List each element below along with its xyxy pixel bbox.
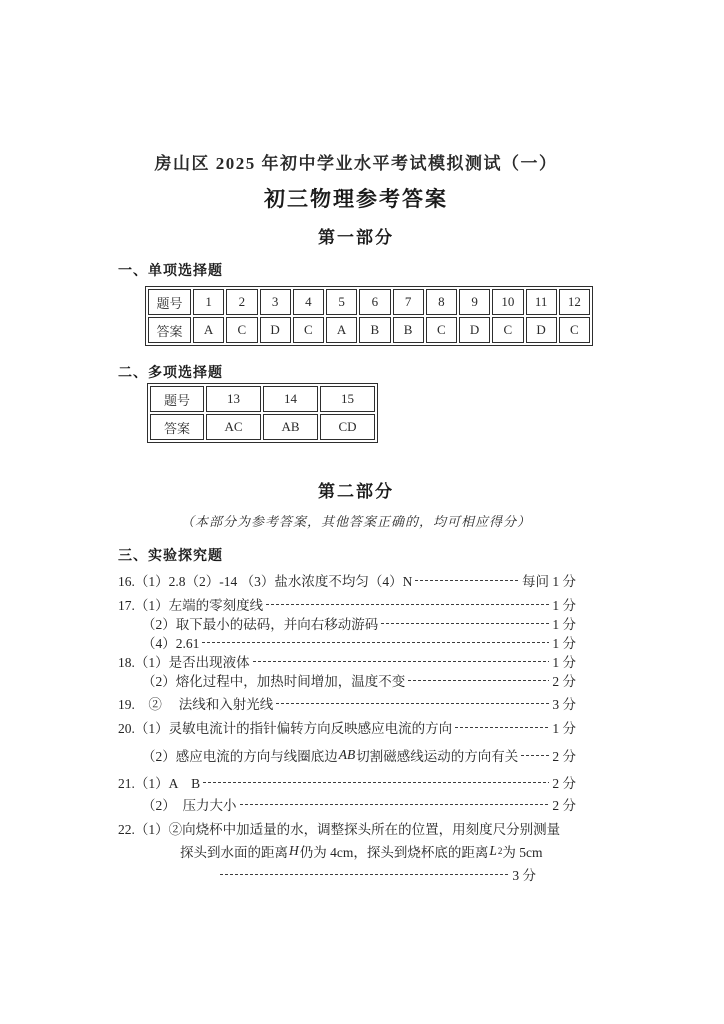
- row-header-cell: 答案: [148, 317, 191, 343]
- table-cell: 8: [426, 289, 457, 315]
- answer-text: 探头到水面的距离: [180, 844, 288, 860]
- row-header-cell: 题号: [150, 386, 204, 412]
- table-cell: 5: [326, 289, 357, 315]
- dotted-leader: [521, 755, 549, 756]
- table-cell: A: [193, 317, 224, 343]
- answer-text: 21.（1）A B: [118, 775, 201, 791]
- score-label: 1 分: [552, 635, 576, 651]
- dotted-leader: [266, 604, 549, 605]
- dotted-leader: [220, 874, 509, 875]
- table-row: [150, 414, 375, 440]
- answer-text: L: [489, 842, 497, 858]
- score-label: 3 分: [512, 867, 536, 883]
- answer-text: （2）熔化过程中，加热时间增加，温度不变: [142, 673, 406, 689]
- score-label: 每问 1 分: [522, 573, 576, 589]
- answer-text: 2: [497, 845, 503, 856]
- table-cell: D: [459, 317, 490, 343]
- table-cell: C: [426, 317, 457, 343]
- score-label: 2 分: [552, 775, 576, 791]
- table-row: [148, 289, 590, 315]
- answer-line: [118, 594, 576, 613]
- score-label: 2 分: [552, 748, 576, 764]
- answer-line: [118, 745, 576, 764]
- dotted-leader: [253, 661, 550, 662]
- answer-line: [118, 632, 576, 651]
- table-cell: B: [393, 317, 424, 343]
- single-choice-table: [145, 286, 593, 346]
- answer-text: 为 5cm: [502, 844, 543, 860]
- table-row: [150, 386, 375, 412]
- table-cell: 4: [293, 289, 324, 315]
- answer-line: [118, 651, 576, 670]
- answer-text: 20.（1）灵敏电流计的指针偏转方向反映感应电流的方向: [118, 720, 453, 736]
- table-cell: C: [559, 317, 590, 343]
- table-cell: 7: [393, 289, 424, 315]
- table-cell: C: [293, 317, 324, 343]
- answer-line: [118, 818, 576, 837]
- answer-text: 仍为 4cm，探头到烧杯底的距离: [299, 844, 489, 860]
- table-cell: 14: [263, 386, 318, 412]
- answer-text: （2） 压力大小: [142, 797, 237, 813]
- table-cell: 12: [559, 289, 590, 315]
- dotted-leader: [455, 727, 549, 728]
- dotted-leader: [276, 703, 549, 704]
- answer-text: 18.（1）是否出现液体: [118, 654, 250, 670]
- dotted-leader: [202, 642, 549, 643]
- multi-choice-heading: 二、多项选择题: [118, 364, 223, 380]
- experiment-heading: 三、实验探究题: [118, 547, 223, 563]
- answer-line: [118, 717, 576, 736]
- score-label: 2 分: [552, 797, 576, 813]
- table-cell: 3: [260, 289, 291, 315]
- answer-text: AB: [338, 746, 356, 762]
- answer-text: 22.（1）②向烧杯中加适量的水，调整探头所在的位置，用刻度尺分别测量: [118, 821, 561, 837]
- table-cell: C: [226, 317, 257, 343]
- answer-line: [118, 772, 576, 791]
- table-cell: A: [326, 317, 357, 343]
- table-row: [148, 317, 590, 343]
- dotted-leader: [381, 623, 549, 624]
- document-subtitle: 初三物理参考答案: [264, 188, 448, 211]
- answer-line: [118, 841, 576, 860]
- answer-text: 19. ② 法线和入射光线: [118, 696, 274, 712]
- table-cell: AC: [206, 414, 261, 440]
- table-cell: 13: [206, 386, 261, 412]
- answer-line: [118, 794, 576, 813]
- part1-heading: 第一部分: [318, 228, 394, 247]
- answer-text: （4）2.61: [142, 635, 200, 651]
- score-label: 1 分: [552, 720, 576, 736]
- answer-text: H: [289, 842, 299, 858]
- answer-text: 17.（1）左端的零刻度线: [118, 597, 264, 613]
- answer-text: （2）取下最小的砝码，并向右移动游码: [142, 616, 379, 632]
- answer-text: 16.（1）2.8（2）-14 （3）盐水浓度不均匀（4）N: [118, 573, 413, 589]
- score-label: 1 分: [552, 597, 576, 613]
- table-cell: 9: [459, 289, 490, 315]
- table-cell: 11: [526, 289, 557, 315]
- part2-note: （本部分为参考答案，其他答案正确的，均可相应得分）: [180, 514, 531, 529]
- score-label: 3 分: [552, 696, 576, 712]
- answer-line: [118, 613, 576, 632]
- table-cell: C: [492, 317, 523, 343]
- table-cell: D: [526, 317, 557, 343]
- single-choice-heading: 一、单项选择题: [118, 262, 223, 278]
- document-title: 房山区 2025 年初中学业水平考试模拟测试（一）: [154, 154, 558, 173]
- answer-text: 切割磁感线运动的方向有关: [356, 748, 519, 764]
- table-cell: 10: [492, 289, 523, 315]
- answer-line: [118, 864, 576, 883]
- answer-line: [118, 693, 576, 712]
- table-cell: D: [260, 317, 291, 343]
- row-header-cell: 答案: [150, 414, 204, 440]
- answer-line: [118, 670, 576, 689]
- row-header-cell: 题号: [148, 289, 191, 315]
- table-cell: 2: [226, 289, 257, 315]
- table-cell: AB: [263, 414, 318, 440]
- multi-choice-table: [147, 383, 378, 443]
- answer-text: （2）感应电流的方向与线圈底边: [142, 748, 338, 764]
- dotted-leader: [203, 782, 549, 783]
- table-cell: 6: [359, 289, 390, 315]
- table-cell: 1: [193, 289, 224, 315]
- dotted-leader: [240, 804, 550, 805]
- score-label: 1 分: [552, 616, 576, 632]
- table-cell: CD: [320, 414, 375, 440]
- dotted-leader: [415, 580, 519, 581]
- score-label: 2 分: [552, 673, 576, 689]
- part2-heading: 第二部分: [318, 482, 394, 501]
- dotted-leader: [408, 680, 549, 681]
- experiment-answers: [118, 570, 576, 883]
- table-cell: 15: [320, 386, 375, 412]
- score-label: 1 分: [552, 654, 576, 670]
- table-cell: B: [359, 317, 390, 343]
- answer-line: [118, 570, 576, 589]
